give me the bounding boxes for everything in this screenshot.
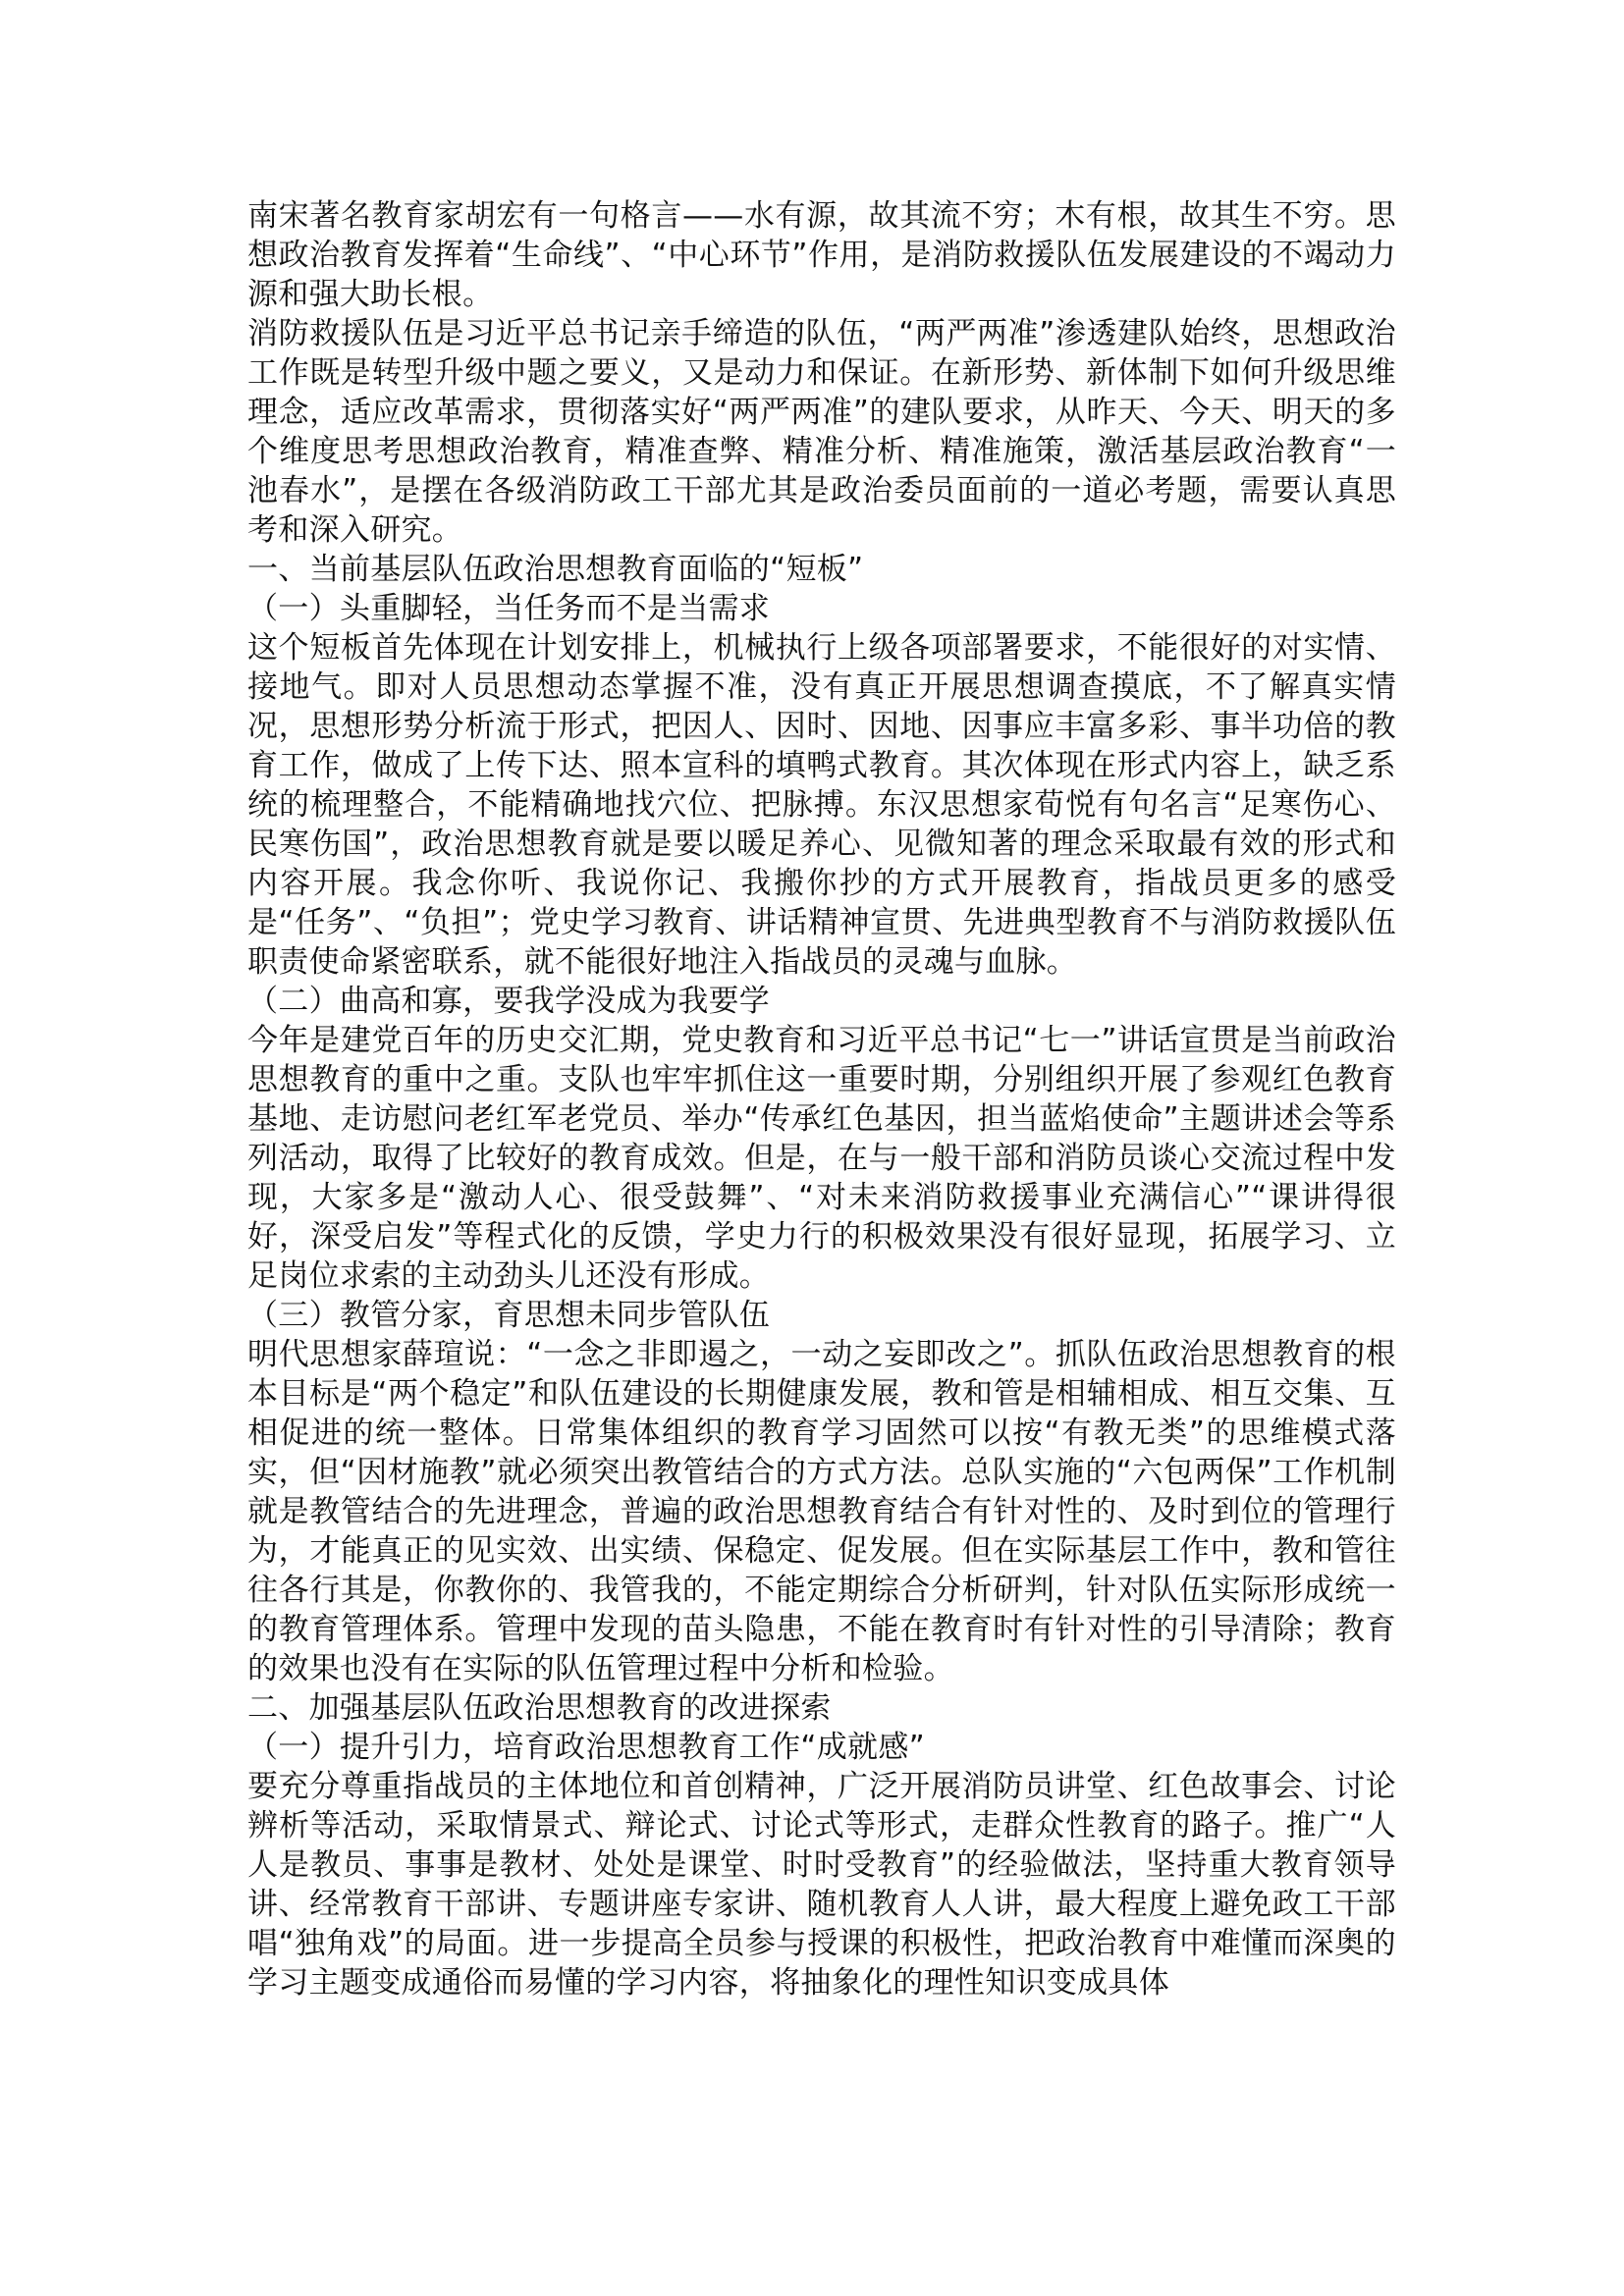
paragraph: 要充分尊重指战员的主体地位和首创精神，广泛开展消防员讲堂、红色故事会、讨论辨析等活动，采取情景式、辩论式、讨论式等形式，走群众性教育的路子。推广“人人是教员、事事是教材、处处是课堂、时时受教育”的经验做法，坚持重大教育领导讲、经常教育干部讲、专题讲座专家讲、随机教育人人讲，最大程度上避免政工干部唱“独角戏”的局面。进一步提高全员参与授课的积极性，把政治教育中难懂而深奥的学习主题变成通俗而易懂的学习内容，将抽象化的理性知识变成具体	[247, 1769, 1396, 2001]
subsection-heading: （三）教管分家，育思想未同步管队伍	[247, 1298, 771, 1333]
paragraph: 明代思想家薛瑄说：“一念之非即遏之，一动之妄即改之”。抓队伍政治思想教育的根本目标是“两个稳定”和队伍建设的长期健康发展，教和管是相辅相成、相互交集、互相促进的统一整体。日常集体组织的教育学习固然可以按“有教无类”的思维模式落实，但“因材施教”就必须突出教管结合的方式方法。总队实施的“六包两保”工作机制就是教管结合的先进理念，普遍的政治思想教育结合有针对性的、及时到位的管理行为，才能真正的见实效、出实绩、保稳定、促发展。但在实际基层工作中，教和管往往各行其是，你教你的、我管我的，不能定期综合分析研判，针对队伍实际形成统一的教育管理体系。管理中发现的苗头隐患，不能在教育时有针对性的引导清除；教育的效果也没有在实际的队伍管理过程中分析和检验。	[247, 1337, 1396, 1686]
subsection-heading: （一）头重脚轻，当任务而不是当需求	[247, 591, 771, 626]
paragraph: 消防救援队伍是习近平总书记亲手缔造的队伍，“两严两准”渗透建队始终，思想政治工作既是转型升级中题之要义，又是动力和保证。在新形势、新体制下如何升级思维理念，适应改革需求，贯彻落实好“两严两准”的建队要求，从昨天、今天、明天的多个维度思考思想政治教育，精准查弊、精准分析、精准施策，激活基层政治教育“一池春水”，是摆在各级消防政工干部尤其是政治委员面前的一道必考题，需要认真思考和深入研究。	[247, 316, 1396, 548]
section-heading: 一、当前基层队伍政治思想教育面临的“短板”	[247, 552, 864, 587]
paragraph: 这个短板首先体现在计划安排上，机械执行上级各项部署要求，不能很好的对实情、接地气。即对人员思想动态掌握不准，没有真正开展思想调查摸底，不了解真实情况，思想形势分析流于形式，把因人、因时、因地、因事应丰富多彩、事半功倍的教育工作，做成了上传下达、照本宣科的填鸭式教育。其次体现在形式内容上，缺乏系统的梳理整合，不能精确地找穴位、把脉搏。东汉思想家荀悦有句名言“足寒伤心、民寒伤国”，政治思想教育就是要以暖足养心、见微知著的理念采取最有效的形式和内容开展。我念你听、我说你记、我搬你抄的方式开展教育，指战员更多的感受是“任务”、“负担”；党史学习教育、讲话精神宣贯、先进典型教育不与消防救援队伍职责使命紧密联系，就不能很好地注入指战员的灵魂与血脉。	[247, 630, 1396, 980]
paragraph: 南宋著名教育家胡宏有一句格言——水有源，故其流不穷；木有根，故其生不穷。思想政治教育发挥着“生命线”、“中心环节”作用，是消防救援队伍发展建设的不竭动力源和强大助长根。	[247, 198, 1396, 312]
section-heading: 二、加强基层队伍政治思想教育的改进探索	[247, 1690, 832, 1726]
subsection-heading: （一）提升引力，培育政治思想教育工作“成就感”	[247, 1730, 926, 1765]
subsection-heading: （二）曲高和寡，要我学没成为我要学	[247, 984, 771, 1019]
document-page	[247, 196, 1396, 2002]
paragraph: 今年是建党百年的历史交汇期，党史教育和习近平总书记“七一”讲话宣贯是当前政治思想教育的重中之重。支队也牢牢抓住这一重要时期，分别组织开展了参观红色教育基地、走访慰问老红军老党员、举办“传承红色基因，担当蓝焰使命”主题讲述会等系列活动，取得了比较好的教育成效。但是，在与一般干部和消防员谈心交流过程中发现，大家多是“激动人心、很受鼓舞”、“对未来消防救援事业充满信心”“课讲得很好，深受启发”等程式化的反馈，学史力行的积极效果没有很好显现，拓展学习、立足岗位求索的主动劲头儿还没有形成。	[247, 1023, 1396, 1294]
